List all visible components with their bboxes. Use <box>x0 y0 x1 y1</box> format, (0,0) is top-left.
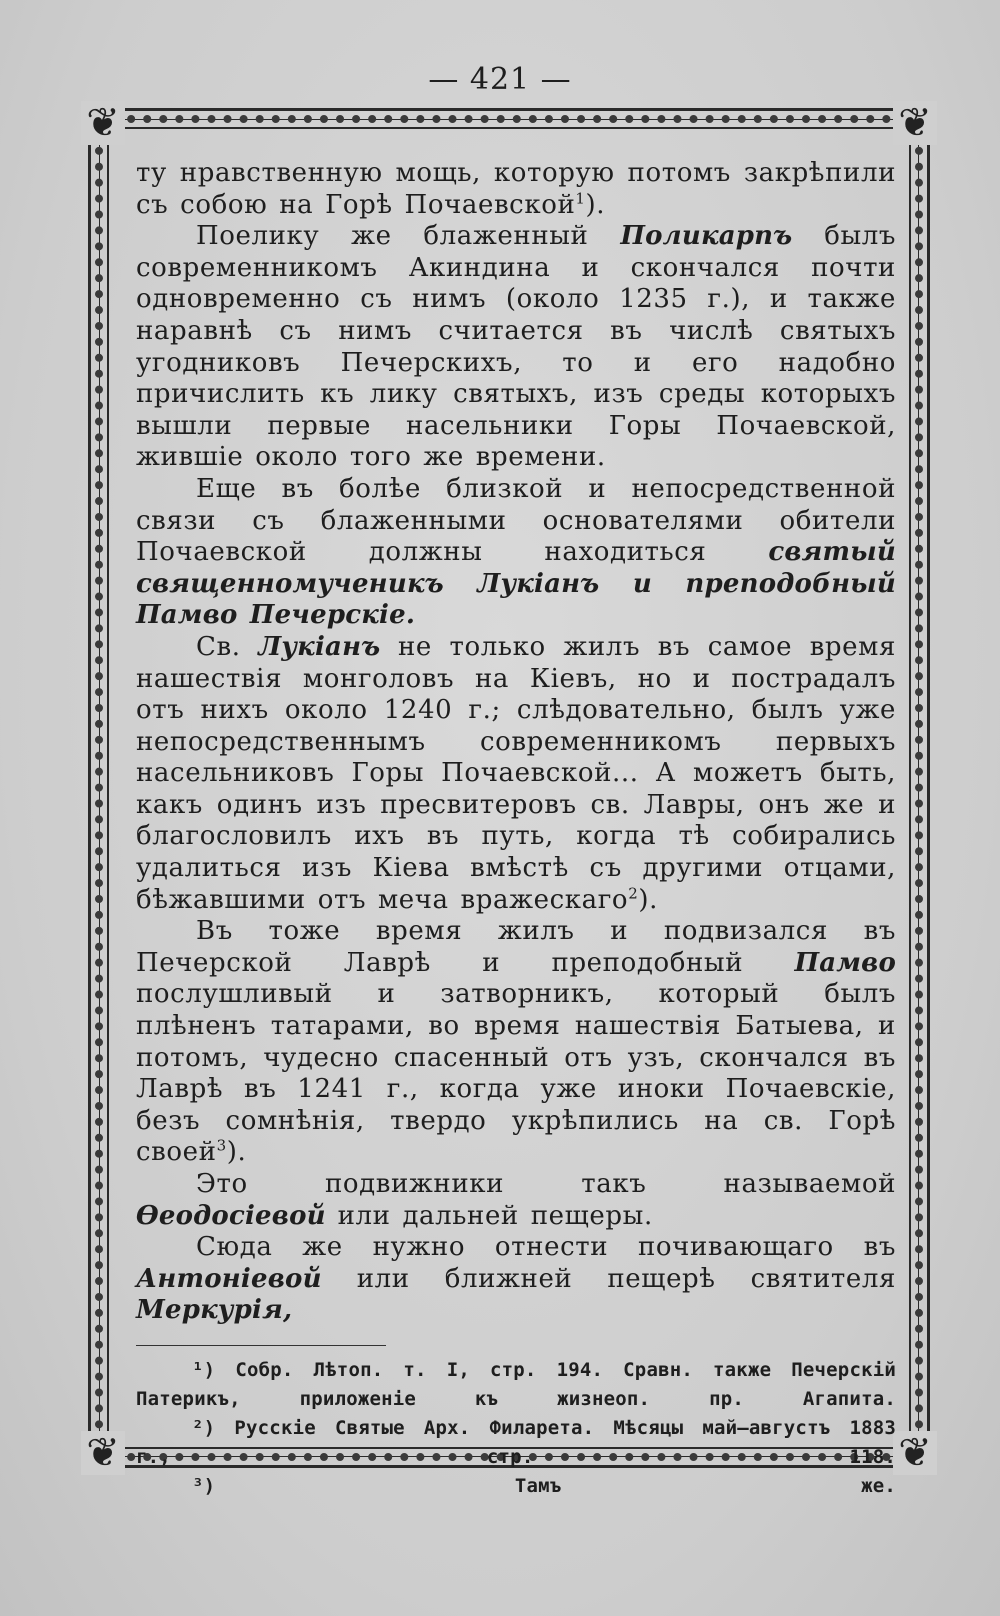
paragraph-text: послушливый и затворникъ, который былъ плѣненъ татарами, во время нашествія Батыева, и потомъ, чудесно спасенный отъ узъ, скончался въ Лаврѣ въ 1241 г., когда уже иноки Почаевскіе, безъ сомнѣнія, твердо укрѣпились на св. Горѣ своей <box>136 979 896 1168</box>
name-emphasis: Поликарпъ <box>620 221 793 252</box>
paragraph-connection <box>136 474 896 632</box>
footnote-mark: ²) <box>192 1416 216 1439</box>
footnote <box>136 1472 896 1501</box>
name-emphasis: Меркурія, <box>136 1295 293 1326</box>
name-emphasis: Ѳеодосіевой <box>136 1200 326 1231</box>
paragraph-mercurius <box>136 1232 896 1327</box>
paragraph-pamvo <box>136 916 896 1169</box>
footnote-mark: ¹) <box>192 1358 216 1381</box>
name-emphasis: святый священномученикъ Лукіанъ и преподобный Памво Печерскіе. <box>136 537 896 631</box>
footnote-mark: ³) <box>192 1474 216 1497</box>
text-tail: ). <box>226 1137 247 1168</box>
name-emphasis: Лукіанъ <box>258 631 381 662</box>
text-line <box>136 190 896 222</box>
footnote <box>136 1356 896 1414</box>
text-tail: ). <box>638 884 658 915</box>
paragraph-text: или ближней пещерѣ святителя <box>321 1263 896 1294</box>
corner-ornament-icon: ❦ <box>81 101 125 145</box>
footnote-text: Русскіе Святые Арх. Филарета. Мѣсяцы май—августъ 1883 г., стр. 118. <box>136 1416 897 1468</box>
paragraph-text: Еще въ болѣе близкой и непосредственной связи съ блаженными основателями обители Почаевской должны находиться <box>136 473 896 568</box>
paragraph-lukian <box>136 632 896 916</box>
text-line-1: съ собою на Горѣ Почаевской <box>136 189 576 220</box>
page-number: — 421 — <box>428 62 572 97</box>
footnote-divider <box>136 1345 386 1346</box>
paragraph-text: Поелику же блаженный <box>196 221 621 252</box>
paragraph-polycarp <box>136 221 896 474</box>
text-body <box>136 158 896 1501</box>
footnotes <box>136 1356 896 1501</box>
paragraph-text: Это подвижники такъ называемой <box>196 1169 896 1199</box>
paragraph-text: былъ современникомъ Акиндина и скончался почти одновременно съ нимъ (около 1235 г.), и также наравнѣ съ нимъ считается въ числѣ святыхъ угодниковъ Печерскихъ, то и его надобно причислить къ лику святыхъ, изъ среды которыхъ вышли первые насельники Горы Почаевской, жившіе около того же времени. <box>136 221 897 473</box>
name-emphasis: Антоніевой <box>136 1263 322 1294</box>
footnote-ref: 2 <box>628 884 639 902</box>
text-line-0: ту нравственную мощь, которую потомъ закрѣпили <box>136 158 896 188</box>
footnote-ref: 1 <box>575 188 586 207</box>
name-emphasis: Памво <box>794 947 896 978</box>
text-line <box>136 158 896 190</box>
footnote-text: Собр. Лѣтоп. т. I, стр. 194. Сравн. также Печерскій Патерикъ, приложеніе къ жизнеоп. пр. Агапита. <box>136 1358 896 1410</box>
corner-ornament-icon: ❦ <box>81 1431 125 1475</box>
corner-ornament-icon: ❦ <box>893 1431 937 1475</box>
paragraph-text: Въ тоже время жилъ и подвизался въ Печерской Лаврѣ и преподобный <box>136 916 896 978</box>
paragraph-text: не только жилъ въ самое время нашествія монголовъ на Кіевъ, но и пострадалъ отъ нихъ около 1240 г.; слѣдовательно, былъ уже непосредственнымъ современникомъ первыхъ насельниковъ Горы Почаевской... А можетъ быть, какъ одинъ изъ пресвитеровъ св. Лавры, онъ же и благословилъ ихъ въ путь, когда тѣ собирались удалиться изъ Кіева вмѣстѣ съ другими отцами, бѣжавшими отъ меча вражескаго <box>136 631 896 915</box>
paragraph-text: Св. <box>196 631 259 662</box>
footnote-ref: 3 <box>216 1136 227 1155</box>
paragraph-text: или дальней пещеры. <box>325 1200 653 1231</box>
footnote <box>136 1414 896 1472</box>
text-tail: ). <box>585 189 606 220</box>
paragraph-text: Сюда же нужно отнести почивающаго въ <box>196 1232 896 1263</box>
paragraph-ascetics <box>136 1169 896 1232</box>
corner-ornament-icon: ❦ <box>893 101 937 145</box>
footnote-text: Тамъ же. <box>514 1474 896 1497</box>
